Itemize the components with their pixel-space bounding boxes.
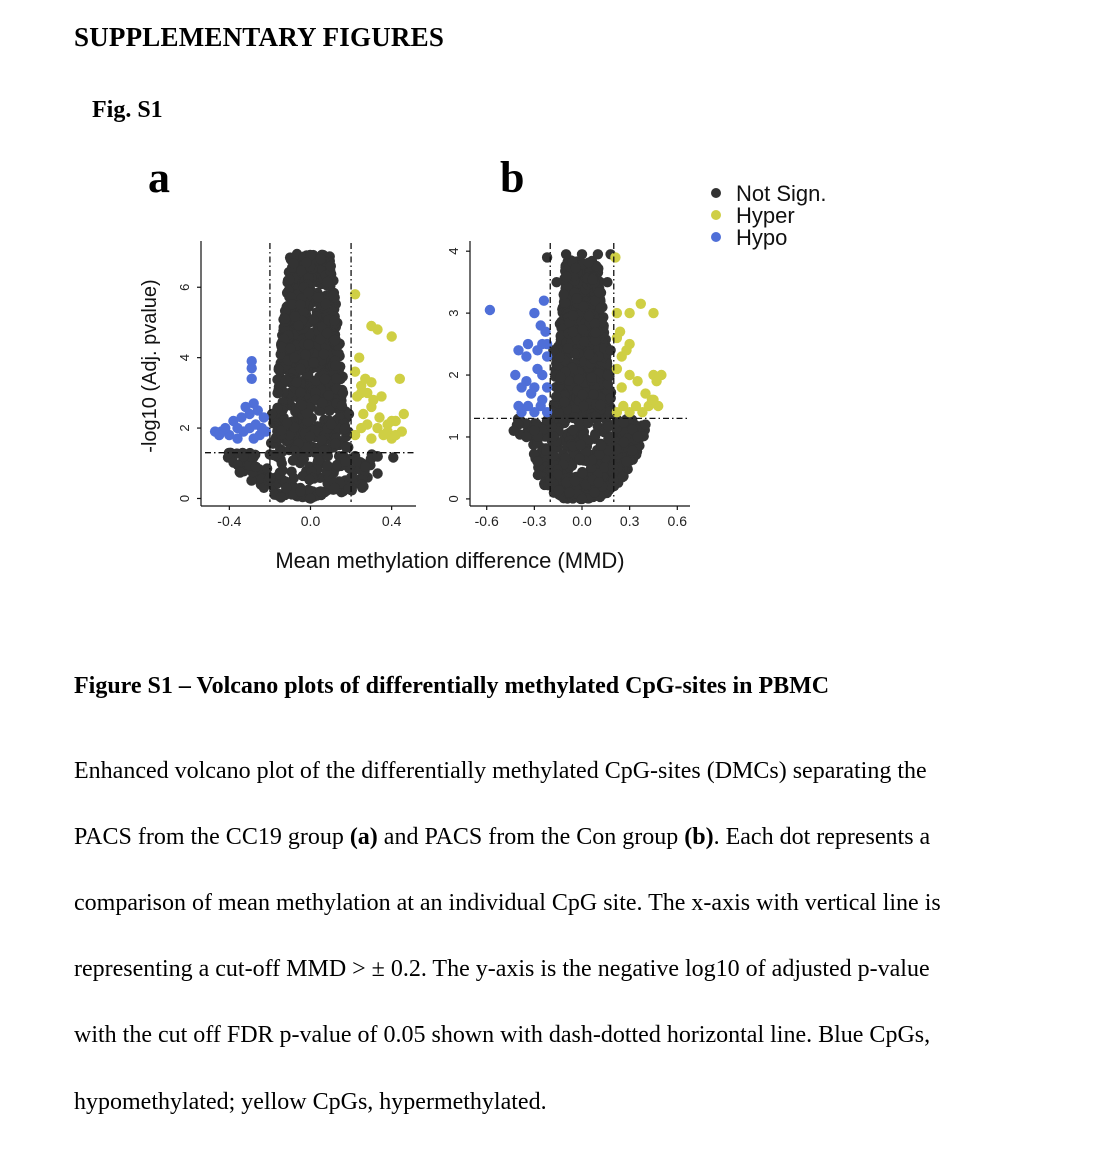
not-sign-point [322, 277, 332, 287]
hyper-point [648, 395, 658, 405]
x-tick-label: 0.0 [300, 513, 321, 529]
not-sign--point [281, 483, 291, 493]
caption-line-6: hypomethylated; yellow CpGs, hypermethylated. [74, 1089, 547, 1115]
not-sign-point [274, 364, 284, 374]
caption-line-5: with the cut off FDR p-value of 0.05 shown with dash-dotted horizontal line. Blue CpGs, [74, 1022, 931, 1048]
figure-label: Fig. S1 [92, 97, 163, 123]
caption-line-2-part-1: PACS from the CC19 group [74, 824, 350, 850]
not-sign-point [337, 401, 347, 411]
not-sign-point [340, 457, 350, 467]
hypo-point [529, 308, 539, 318]
not-sign--point [577, 249, 587, 259]
not-sign--point [315, 486, 325, 496]
not-sign--point [305, 493, 315, 503]
not-sign-point [262, 463, 272, 473]
not-sign-point [303, 339, 313, 349]
hyper-point [632, 376, 642, 386]
not-sign-point [372, 468, 382, 478]
not-sign--point [621, 457, 631, 467]
not-sign-point [563, 343, 573, 353]
not-sign-point [570, 263, 580, 273]
not-sign-point [618, 472, 628, 482]
hypo-point [526, 388, 536, 398]
not-sign-point [299, 454, 309, 464]
x-tick-label: 0.3 [619, 513, 640, 529]
not-sign-point [574, 374, 584, 384]
not-sign--point [295, 300, 305, 310]
hypo-point [510, 370, 520, 380]
not-sign-point [305, 431, 315, 441]
not-sign--point [564, 488, 574, 498]
legend-swatch [711, 232, 721, 242]
hyper-point [368, 395, 378, 405]
not-sign-point [561, 272, 571, 282]
y-axis-label: -log10 (Adj. pvalue) [139, 279, 161, 453]
not-sign-point [322, 461, 332, 471]
hypo-point [485, 305, 495, 315]
hyper-point [382, 419, 392, 429]
not-sign-point [290, 311, 300, 321]
legend-swatch [711, 188, 721, 198]
not-sign-point [603, 421, 613, 431]
not-sign-point [300, 350, 310, 360]
not-sign-point [326, 419, 336, 429]
not-sign-point [295, 388, 305, 398]
not-sign-point [567, 327, 577, 337]
not-sign-point [590, 412, 600, 422]
legend-label: Hypo [736, 225, 788, 250]
caption-line-1: Enhanced volcano plot of the differentially methylated CpG-sites (DMCs) separating the [74, 758, 927, 784]
volcano-panel-b [446, 241, 690, 529]
hyper-point [387, 331, 397, 341]
not-sign-point [584, 311, 594, 321]
not-sign-point [319, 349, 329, 359]
not-sign--point [521, 432, 531, 442]
caption-line-2-part-2: and PACS from the Con group [377, 824, 685, 850]
not-sign-point [603, 370, 613, 380]
not-sign-point [284, 275, 294, 285]
caption-line-2-part-3: . Each dot represents a [713, 824, 931, 850]
not-sign--point [593, 249, 603, 259]
hyper-point [391, 430, 401, 440]
hyper-point [372, 324, 382, 334]
not-sign-point [579, 336, 589, 346]
not-sign-point [304, 287, 314, 297]
not-sign-point [596, 441, 606, 451]
not-sign--point [551, 277, 561, 287]
hyper-point [366, 433, 376, 443]
not-sign-point [559, 397, 569, 407]
not-sign-point [608, 461, 618, 471]
hyper-point [651, 376, 661, 386]
not-sign-point [297, 400, 307, 410]
not-sign--point [338, 388, 348, 398]
not-sign-point [277, 342, 287, 352]
not-sign--point [344, 409, 354, 419]
not-sign--point [640, 419, 650, 429]
not-sign-point [320, 374, 330, 384]
not-sign-point [570, 412, 580, 422]
hyper-point [636, 299, 646, 309]
volcano-panel-a [177, 241, 416, 529]
y-tick-label: 3 [446, 309, 461, 317]
hyper-point [399, 409, 409, 419]
not-sign-point [304, 475, 314, 485]
not-sign-point [292, 377, 302, 387]
not-sign--point [289, 353, 299, 363]
hypo-point [259, 412, 269, 422]
not-sign-point [285, 343, 295, 353]
not-sign-point [578, 401, 588, 411]
not-sign-point [358, 481, 368, 491]
not-sign-point [577, 389, 587, 399]
not-sign-point [578, 324, 588, 334]
panel-ref-a: (a) [349, 824, 378, 850]
legend-swatch [711, 210, 721, 220]
caption-title: Figure S1 – Volcano plots of differentially methylated CpG-sites in PBMC [74, 673, 830, 699]
y-tick-label: 1 [446, 433, 461, 441]
hypo-point [249, 433, 259, 443]
hypo-point [247, 374, 257, 384]
hypo-point [247, 356, 257, 366]
not-sign-point [318, 445, 328, 455]
not-sign-point [293, 320, 303, 330]
hyper-point [352, 391, 362, 401]
y-tick-label: 4 [177, 354, 192, 362]
series-hypo [485, 296, 553, 418]
hyper-point [362, 419, 372, 429]
hyper-point [374, 412, 384, 422]
not-sign-point [554, 485, 564, 495]
not-sign-point [595, 400, 605, 410]
y-tick-label: 6 [177, 283, 192, 291]
x-tick-label: -0.4 [217, 513, 242, 529]
legend-label: Not Sign. [736, 181, 827, 206]
not-sign-point [295, 364, 305, 374]
series-hypo [210, 356, 271, 444]
not-sign-point [288, 455, 298, 465]
not-sign-point [587, 275, 597, 285]
not-sign-point [570, 476, 580, 486]
not-sign-point [588, 389, 598, 399]
not-sign-point [529, 425, 539, 435]
series-hyper [350, 289, 409, 444]
not-sign-point [619, 437, 629, 447]
x-tick-label: 0.6 [667, 513, 688, 529]
caption-line-2 [74, 824, 1064, 851]
hypo-point [214, 430, 224, 440]
hyper-point [366, 377, 376, 387]
hyper-point [624, 308, 634, 318]
hyper-point [610, 252, 620, 262]
not-sign-point [351, 457, 361, 467]
hyper-point [615, 327, 625, 337]
not-sign--point [532, 457, 542, 467]
panel-letter-a: a [148, 153, 170, 202]
not-sign--point [590, 488, 600, 498]
not-sign-point [331, 374, 341, 384]
not-sign-point [554, 408, 564, 418]
not-sign-point [308, 314, 318, 324]
not-sign-point [277, 465, 287, 475]
not-sign--point [295, 486, 305, 496]
not-sign-point [329, 316, 339, 326]
panel-letter-b: b [500, 153, 525, 202]
not-sign-point [555, 372, 565, 382]
not-sign-point [235, 467, 245, 477]
y-tick-label: 4 [446, 247, 461, 255]
not-sign-point [595, 303, 605, 313]
not-sign-point [280, 314, 290, 324]
not-sign-point [584, 258, 594, 268]
not-sign--point [330, 335, 340, 345]
hypo-point [232, 423, 242, 433]
not-sign-point [313, 455, 323, 465]
x-tick-label: 0.4 [381, 513, 402, 529]
not-sign-point [308, 358, 318, 368]
not-sign-point [611, 444, 621, 454]
not-sign--point [251, 462, 261, 472]
y-tick-label: 2 [177, 424, 192, 432]
x-tick-label: -0.3 [522, 513, 547, 529]
legend-label: Hyper [736, 203, 795, 228]
hypo-point [513, 401, 523, 411]
not-sign-point [331, 438, 341, 448]
not-sign--point [326, 261, 336, 271]
legend [711, 181, 827, 250]
not-sign-point [533, 470, 543, 480]
not-sign-point [328, 291, 338, 301]
y-tick-label: 2 [446, 371, 461, 379]
not-sign--point [577, 494, 587, 504]
not-sign-point [584, 349, 594, 359]
not-sign-point [343, 484, 353, 494]
hypo-point [532, 364, 542, 374]
not-sign--point [509, 426, 519, 436]
not-sign-point [587, 373, 597, 383]
y-tick-label: 0 [177, 494, 192, 503]
not-sign-point [316, 435, 326, 445]
hyper-point [395, 374, 405, 384]
not-sign-point [590, 328, 600, 338]
not-sign-point [572, 293, 582, 303]
not-sign-point [574, 454, 584, 464]
section-title: SUPPLEMENTARY FIGURES [74, 22, 445, 52]
not-sign-point [603, 379, 613, 389]
x-axis-label: Mean methylation difference (MMD) [275, 548, 625, 573]
not-sign-point [330, 361, 340, 371]
hypo-point [240, 402, 250, 412]
not-sign-point [313, 292, 323, 302]
not-sign-point [594, 477, 604, 487]
hypo-point [537, 395, 547, 405]
not-sign--point [330, 483, 340, 493]
not-sign-point [322, 328, 332, 338]
not-sign-point [559, 289, 569, 299]
not-sign-point [575, 440, 585, 450]
y-tick-label: 0 [446, 495, 461, 503]
hypo-point [523, 339, 533, 349]
not-sign--point [632, 432, 642, 442]
series-hyper [610, 252, 666, 417]
not-sign-point [594, 287, 604, 297]
x-tick-label: -0.6 [474, 513, 499, 529]
not-sign--point [602, 277, 612, 287]
not-sign--point [315, 254, 325, 264]
not-sign-point [282, 418, 292, 428]
hypo-point [532, 345, 542, 355]
not-sign-point [627, 446, 637, 456]
hypo-point [536, 320, 546, 330]
not-sign-point [590, 431, 600, 441]
not-sign--point [561, 249, 571, 259]
caption-line-3: comparison of mean methylation at an individual CpG site. The x-axis with vertical line is [74, 890, 941, 916]
hypo-point [521, 351, 531, 361]
not-sign-point [568, 310, 578, 320]
not-sign-point [339, 424, 349, 434]
not-sign-point [388, 452, 398, 462]
hypo-point [516, 382, 526, 392]
not-sign--point [301, 257, 311, 267]
hypo-point [251, 419, 261, 429]
hyper-point [617, 382, 627, 392]
not-sign-point [276, 492, 286, 502]
not-sign-point [281, 375, 291, 385]
volcano-figure [0, 140, 1094, 590]
not-sign--point [360, 462, 370, 472]
not-sign--point [273, 388, 283, 398]
hyper-point [624, 339, 634, 349]
not-sign-point [568, 425, 578, 435]
not-sign-point [289, 445, 299, 455]
x-tick-label: 0.0 [572, 513, 592, 529]
hyper-point [648, 308, 658, 318]
hyper-point [354, 353, 364, 363]
hypo-point [539, 296, 549, 306]
panel-ref-b: (b) [684, 824, 714, 850]
hyper-point [358, 409, 368, 419]
not-sign-point [288, 258, 298, 268]
not-sign-point [577, 468, 587, 478]
caption-line-4: representing a cut-off MMD > ± 0.2. The y-axis is the negative log10 of adjusted p-value [74, 956, 930, 982]
